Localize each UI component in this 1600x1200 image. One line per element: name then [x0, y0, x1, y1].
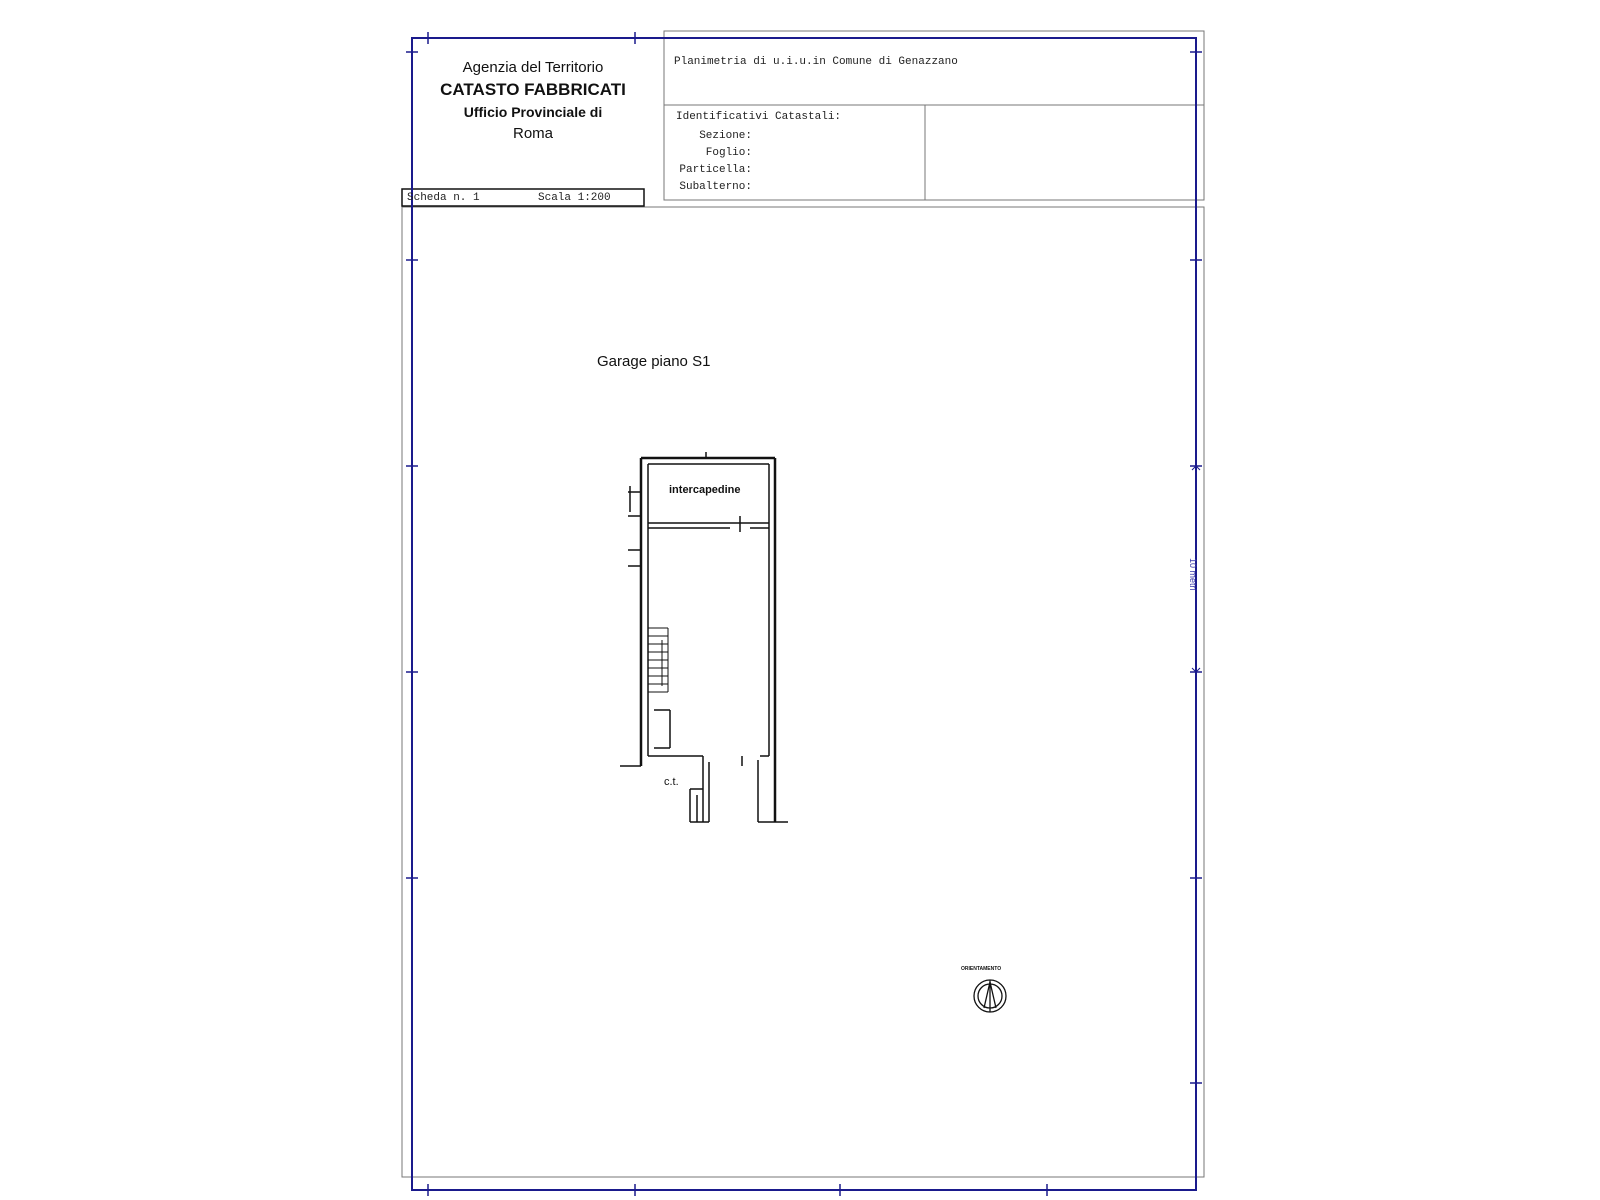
scale-label: Scala 1:200 [538, 192, 611, 204]
sheet-number: Scheda n. 1 [407, 192, 480, 204]
agency-name: Agenzia del Territorio [462, 59, 604, 76]
particella-label: Particella: [679, 164, 752, 176]
subalterno-label: Subalterno: [679, 181, 752, 193]
north-arrow-icon [974, 980, 1006, 1012]
cadastre-title: CATASTO FABBRICATI [440, 80, 626, 99]
blue-frame [412, 38, 1196, 1190]
sheet-borders [402, 31, 1204, 1177]
staircase [648, 628, 668, 692]
garage-floor-plan [620, 452, 788, 822]
provincial-office: Ufficio Provinciale di [463, 104, 603, 120]
plan-title: Planimetria di u.i.u.in Comune di Genazzano [674, 56, 958, 68]
sezione-label: Sezione: [699, 130, 752, 142]
drawing-title: Garage piano S1 [597, 353, 711, 370]
identifiers-title: Identificativi Catastali: [676, 111, 842, 123]
room-label-ct: c.t. [664, 776, 679, 788]
foglio-label: Foglio: [705, 147, 752, 159]
room-label-intercapedine: intercapedine [669, 484, 741, 496]
office-city: Roma [512, 125, 553, 142]
scale-bar-label: 10 metri [1188, 558, 1198, 591]
orientation-label: ORIENTAMENTO [961, 966, 1002, 972]
